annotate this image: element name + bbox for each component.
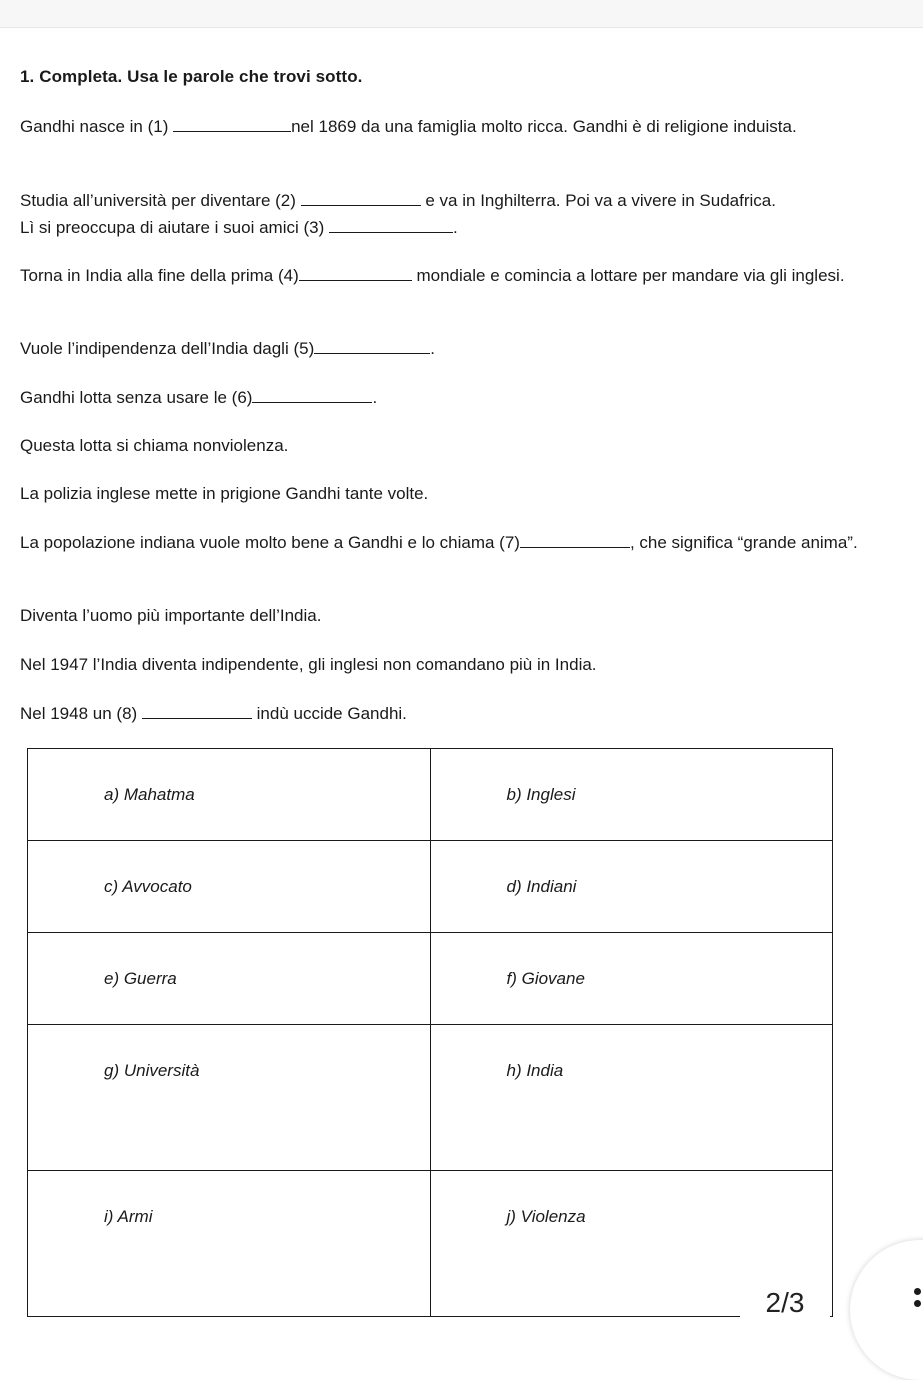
blank-3[interactable] [329,218,453,233]
word-bank-row [28,841,833,933]
word-bank-row [28,749,833,841]
paragraph-6: Gandhi lotta senza usare le (6) . [20,388,378,407]
menu-dot [914,1300,921,1307]
word-option: e) Guerra [28,933,431,1025]
menu-dot [914,1288,921,1295]
word-option: i) Armi [28,1171,431,1317]
word-bank-table [27,748,833,1317]
paragraph-9: La popolazione indiana vuole molto bene a Gandhi e lo chiama (7) , che significa “grande anima”. [20,533,858,552]
paragraph-11: Nel 1947 l’India diventa indipendente, gli inglesi non comandano più in India. [20,655,597,674]
word-option: c) Avvocato [28,841,431,933]
paragraph-10: Diventa l’uomo più importante dell’India. [20,606,322,625]
blank-4[interactable] [299,266,412,281]
blank-7[interactable] [520,533,630,548]
word-option: a) Mahatma [28,749,431,841]
blank-5[interactable] [314,339,430,354]
paragraph-7: Questa lotta si chiama nonviolenza. [20,436,289,455]
paragraph-1: Gandhi nasce in (1) nel 1869 da una famiglia molto ricca. Gandhi è di religione induista. [20,117,797,136]
word-option: f) Giovane [430,933,833,1025]
blank-8[interactable] [142,704,252,719]
paragraph-2: Studia all’università per diventare (2) e va in Inghilterra. Poi va a vivere in Sudafrica. [20,191,776,210]
word-option: b) Inglesi [430,749,833,841]
blank-1[interactable] [173,117,291,132]
word-bank-row [28,1025,833,1171]
word-bank-row [28,933,833,1025]
page-indicator: 2/3 [740,1283,830,1323]
word-option: h) India [430,1025,833,1171]
exercise-heading: 1. Completa. Usa le parole che trovi sotto. [20,67,363,86]
word-option: d) Indiani [430,841,833,933]
paragraph-8: La polizia inglese mette in prigione Gandhi tante volte. [20,484,429,503]
word-option: j) Violenza [430,1171,833,1317]
more-vertical-icon[interactable] [914,1288,923,1314]
word-option: g) Università [28,1025,431,1171]
paragraph-12: Nel 1948 un (8) indù uccide Gandhi. [20,704,407,723]
paragraph-3: Lì si preoccupa di aiutare i suoi amici (3) . [20,218,458,237]
paragraph-4: Torna in India alla fine della prima (4) mondiale e comincia a lottare per mandare via gli inglesi. [20,266,845,285]
paragraph-5: Vuole l’indipendenza dell’India dagli (5) . [20,339,435,358]
word-bank-row [28,1171,833,1317]
blank-6[interactable] [252,388,372,403]
blank-2[interactable] [301,191,421,206]
